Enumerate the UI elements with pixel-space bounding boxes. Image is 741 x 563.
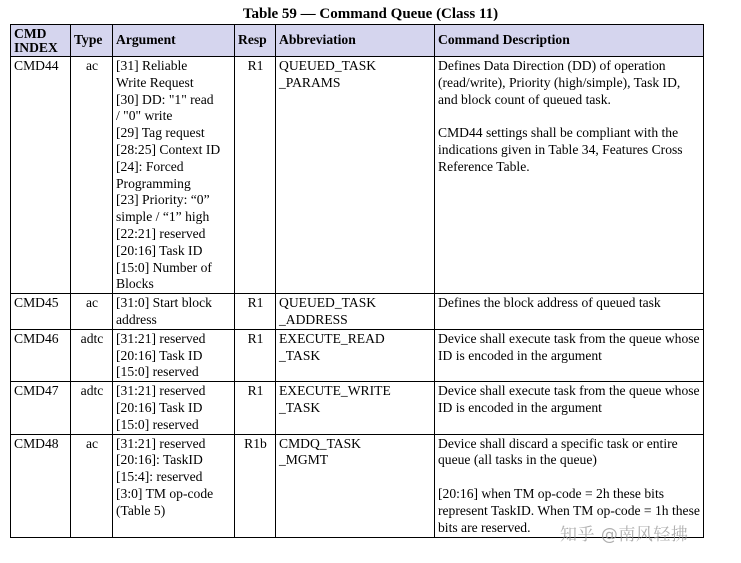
cell-type: ac: [71, 57, 113, 294]
cell-description: Defines Data Direction (DD) of operation (read/write), Priority (high/simple), Task ID, and block count of queued task. CMD44 settings shall be compliant with the indications given in Table 34, Features Cross Reference Table.: [435, 57, 704, 294]
cell-argument: [31:21] reserved [20:16] Task ID [15:0] reserved: [113, 382, 235, 434]
cell-argument: [31:21] reserved [20:16]: TaskID [15:4]: reserved [3:0] TM op-code (Table 5): [113, 434, 235, 537]
cell-type: ac: [71, 434, 113, 537]
header-cmd-index: CMD INDEX: [11, 25, 71, 57]
command-queue-table: [10, 24, 704, 538]
header-description: Command Description: [435, 25, 704, 57]
table-row: [11, 57, 704, 294]
cell-description: Device shall execute task from the queue whose ID is encoded in the argument: [435, 329, 704, 381]
cell-resp: R1: [235, 329, 276, 381]
table-title: Table 59 — Command Queue (Class 11): [242, 6, 499, 22]
table-row: [11, 329, 704, 381]
cell-argument: [31:0] Start block address: [113, 294, 235, 330]
header-resp: Resp: [235, 25, 276, 57]
cell-index: CMD48: [11, 434, 71, 537]
cell-description: Device shall discard a specific task or entire queue (all tasks in the queue) [20:16] when TM op-code = 2h these bits represent TaskID. When TM op-code = 1h these bits are reserved.: [435, 434, 704, 537]
header-type: Type: [71, 25, 113, 57]
header-abbreviation: Abbreviation: [276, 25, 435, 57]
cell-argument: [31:21] reserved [20:16] Task ID [15:0] reserved: [113, 329, 235, 381]
cell-type: adtc: [71, 382, 113, 434]
cell-resp: R1: [235, 382, 276, 434]
header-argument: Argument: [113, 25, 235, 57]
cell-abbreviation: QUEUED_TASK _PARAMS: [276, 57, 435, 294]
cell-abbreviation: EXECUTE_WRITE _TASK: [276, 382, 435, 434]
cell-description: Device shall execute task from the queue whose ID is encoded in the argument: [435, 382, 704, 434]
table-row: [11, 294, 704, 330]
table-header-row: [11, 25, 704, 57]
cell-abbreviation: QUEUED_TASK _ADDRESS: [276, 294, 435, 330]
cell-argument: [31] Reliable Write Request [30] DD: "1" read / "0" write [29] Tag request [28:25] Context ID [24]: Forced Programming [23] Priority: “0” simple / “1” high [22:21] reserved [20:16] Task ID [15:0] Number of Blocks: [113, 57, 235, 294]
cell-abbreviation: CMDQ_TASK _MGMT: [276, 434, 435, 537]
cell-index: CMD46: [11, 329, 71, 381]
table-row: [11, 382, 704, 434]
cell-abbreviation: EXECUTE_READ _TASK: [276, 329, 435, 381]
cell-resp: R1: [235, 294, 276, 330]
cell-index: CMD47: [11, 382, 71, 434]
cell-index: CMD44: [11, 57, 71, 294]
cell-type: ac: [71, 294, 113, 330]
cell-index: CMD45: [11, 294, 71, 330]
cell-resp: R1: [235, 57, 276, 294]
cell-resp: R1b: [235, 434, 276, 537]
cell-description: Defines the block address of queued task: [435, 294, 704, 330]
watermark: 知乎 @南风轻拂: [560, 525, 689, 545]
cell-type: adtc: [71, 329, 113, 381]
